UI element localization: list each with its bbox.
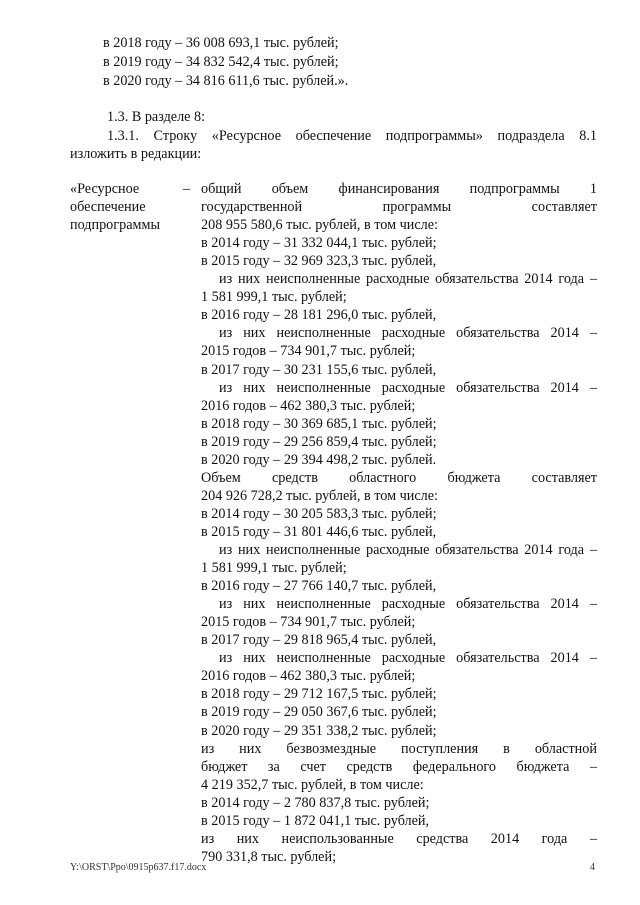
word: 2014 bbox=[550, 650, 579, 667]
funding-line: в 2019 году – 29 256 859,4 тыс. рублей; bbox=[201, 433, 437, 450]
word: – bbox=[589, 830, 597, 847]
intro-line: в 2019 году – 34 832 542,4 тыс. рублей; bbox=[103, 54, 339, 70]
funding-line: в 2014 году – 30 205 583,3 тыс. рублей; bbox=[201, 505, 437, 522]
word: Строку bbox=[153, 128, 198, 144]
word: – bbox=[589, 542, 597, 558]
word: 2014 bbox=[550, 379, 579, 396]
word: 2014 bbox=[524, 271, 553, 288]
word: бюджета bbox=[447, 469, 501, 486]
word: из bbox=[219, 542, 233, 558]
word: них bbox=[243, 650, 266, 667]
sub-heading-line: изложить в редакции: bbox=[70, 146, 202, 162]
word: – bbox=[589, 596, 597, 613]
word: года bbox=[558, 271, 585, 288]
funding-line: 1 581 999,1 тыс. рублей; bbox=[201, 560, 347, 577]
word: расходные bbox=[381, 650, 446, 667]
funding-line: в 2015 году – 32 969 323,3 тыс. рублей, bbox=[201, 253, 437, 270]
word: неисполненные bbox=[276, 650, 371, 667]
word: – bbox=[589, 271, 597, 288]
word: неисполненные bbox=[265, 542, 361, 558]
funding-line: 2015 годов – 734 901,7 тыс. рублей; bbox=[201, 343, 416, 360]
word: областного bbox=[349, 469, 417, 486]
word: государственной bbox=[201, 199, 303, 216]
word: 1.3.1. bbox=[107, 128, 139, 144]
word: из bbox=[201, 830, 215, 847]
funding-line: в 2014 году – 31 332 044,1 тыс. рублей; bbox=[201, 235, 437, 252]
word: объем bbox=[271, 181, 309, 197]
word: из bbox=[219, 271, 233, 288]
word: обязательства bbox=[456, 325, 540, 342]
funding-line bbox=[219, 595, 597, 613]
word: подпрограммы» bbox=[385, 128, 483, 144]
word: них bbox=[237, 542, 261, 558]
funding-line: в 2016 году – 28 181 296,0 тыс. рублей, bbox=[201, 307, 437, 324]
funding-line bbox=[201, 180, 597, 198]
funding-line: в 2020 году – 29 394 498,2 тыс. рублей. bbox=[201, 451, 437, 468]
word: них bbox=[243, 379, 266, 396]
label-row: подпрограммы bbox=[70, 217, 160, 233]
funding-line: 2016 годов – 462 380,3 тыс. рублей; bbox=[201, 668, 416, 685]
intro-line: в 2018 году – 36 008 693,1 тыс. рублей; bbox=[103, 35, 339, 51]
word: из bbox=[219, 650, 233, 667]
word: неисполненные bbox=[276, 379, 371, 396]
word: бюджет bbox=[201, 758, 248, 775]
word: – bbox=[589, 325, 597, 342]
word: 2014 bbox=[490, 830, 520, 847]
funding-line: в 2016 году – 27 766 140,7 тыс. рублей, bbox=[201, 578, 437, 595]
word: составляет bbox=[531, 469, 597, 486]
sub-heading-line bbox=[107, 127, 597, 145]
funding-line bbox=[219, 270, 597, 288]
word: года bbox=[558, 542, 585, 558]
funding-line: 2016 годов – 462 380,3 тыс. рублей; bbox=[201, 397, 416, 414]
funding-line: 2015 годов – 734 901,7 тыс. рублей; bbox=[201, 614, 416, 631]
word: них bbox=[243, 596, 266, 613]
word: расходные bbox=[381, 596, 446, 613]
intro-line: в 2020 году – 34 816 611,6 тыс. рублей.». bbox=[103, 73, 349, 89]
funding-line: 4 219 352,7 тыс. рублей, в том числе: bbox=[201, 776, 424, 793]
funding-line bbox=[201, 758, 597, 776]
word: общий bbox=[201, 181, 242, 197]
funding-line: в 2015 году – 31 801 446,6 тыс. рублей, bbox=[201, 523, 437, 540]
word: 2014 bbox=[550, 596, 579, 613]
word: них bbox=[243, 325, 266, 342]
word: подраздела bbox=[497, 128, 565, 144]
word: 8.1 bbox=[579, 128, 597, 144]
word: из bbox=[219, 596, 233, 613]
page-number: 4 bbox=[590, 862, 595, 873]
word: них bbox=[237, 271, 261, 288]
word: средств bbox=[346, 758, 393, 775]
word: «Ресурсное bbox=[211, 128, 281, 144]
footer-path: Y:\ORST\Ppo\0915p637.f17.docx bbox=[70, 862, 207, 873]
funding-line: в 2018 году – 30 369 685,1 тыс. рублей; bbox=[201, 415, 437, 432]
funding-line: 1 581 999,1 тыс. рублей; bbox=[201, 289, 347, 306]
funding-line bbox=[201, 830, 597, 848]
word: обеспечение bbox=[295, 128, 372, 144]
word: программы bbox=[382, 199, 452, 216]
word: из bbox=[219, 325, 233, 342]
word: обязательства bbox=[435, 542, 519, 558]
section-heading: 1.3. В разделе 8: bbox=[107, 109, 206, 125]
word: подпрограммы bbox=[469, 181, 560, 197]
funding-line: в 2017 году – 29 818 965,4 тыс. рублей, bbox=[201, 632, 437, 649]
table-label-column bbox=[70, 180, 190, 234]
word: Объем bbox=[201, 469, 241, 486]
word: за bbox=[267, 758, 280, 775]
funding-line: в 2020 году – 29 351 338,2 тыс. рублей; bbox=[201, 722, 437, 739]
word: средств bbox=[271, 469, 318, 486]
word: неисполненные bbox=[276, 596, 371, 613]
word: неисполненные bbox=[276, 325, 371, 342]
word: бюджета bbox=[516, 758, 570, 775]
word: обязательства bbox=[435, 271, 519, 288]
funding-line: в 2015 году – 1 872 041,1 тыс. рублей, bbox=[201, 812, 430, 829]
word: финансирования bbox=[338, 181, 440, 197]
word: в bbox=[503, 740, 510, 757]
word: из bbox=[201, 740, 215, 757]
label-row bbox=[70, 180, 190, 198]
word: – bbox=[589, 650, 597, 667]
word: – bbox=[589, 379, 597, 396]
word: года bbox=[541, 830, 568, 847]
word: обязательства bbox=[456, 379, 540, 396]
funding-line bbox=[201, 198, 597, 216]
funding-line bbox=[219, 541, 597, 559]
word: расходные bbox=[381, 325, 446, 342]
word: из bbox=[219, 379, 233, 396]
word: составляет bbox=[531, 199, 597, 216]
word: безвозмездные bbox=[286, 740, 377, 757]
word: 1 bbox=[589, 181, 597, 197]
word: обязательства bbox=[456, 596, 540, 613]
funding-line bbox=[201, 469, 597, 487]
funding-line bbox=[201, 740, 597, 758]
funding-line: 208 955 580,6 тыс. рублей, в том числе: bbox=[201, 217, 438, 234]
funding-line bbox=[219, 379, 597, 397]
funding-line: 204 926 728,2 тыс. рублей, в том числе: bbox=[201, 487, 438, 504]
word: них bbox=[236, 830, 259, 847]
label-row: обеспечение bbox=[70, 199, 146, 215]
funding-line bbox=[219, 649, 597, 667]
label-text: «Ресурсное bbox=[70, 181, 140, 197]
word: счет bbox=[300, 758, 326, 775]
label-dash: – bbox=[182, 181, 190, 197]
word: них bbox=[239, 740, 262, 757]
word: неисполненные bbox=[265, 271, 361, 288]
word: поступления bbox=[401, 740, 479, 757]
funding-line: в 2018 году – 29 712 167,5 тыс. рублей; bbox=[201, 686, 437, 703]
funding-line: в 2019 году – 29 050 367,6 тыс. рублей; bbox=[201, 704, 437, 721]
word: средства bbox=[416, 830, 469, 847]
funding-line: 790 331,8 тыс. рублей; bbox=[201, 848, 337, 865]
word: расходные bbox=[381, 379, 446, 396]
word: расходные bbox=[366, 271, 430, 288]
funding-line: в 2017 году – 30 231 155,6 тыс. рублей, bbox=[201, 361, 437, 378]
word: областной bbox=[534, 740, 597, 757]
word: обязательства bbox=[456, 650, 540, 667]
word: – bbox=[589, 758, 597, 775]
word: 2014 bbox=[550, 325, 579, 342]
funding-line bbox=[219, 324, 597, 342]
word: федерального bbox=[412, 758, 496, 775]
word: 2014 bbox=[524, 542, 553, 558]
word: неиспользованные bbox=[281, 830, 394, 847]
word: расходные bbox=[366, 542, 430, 558]
funding-line: в 2014 году – 2 780 837,8 тыс. рублей; bbox=[201, 794, 430, 811]
